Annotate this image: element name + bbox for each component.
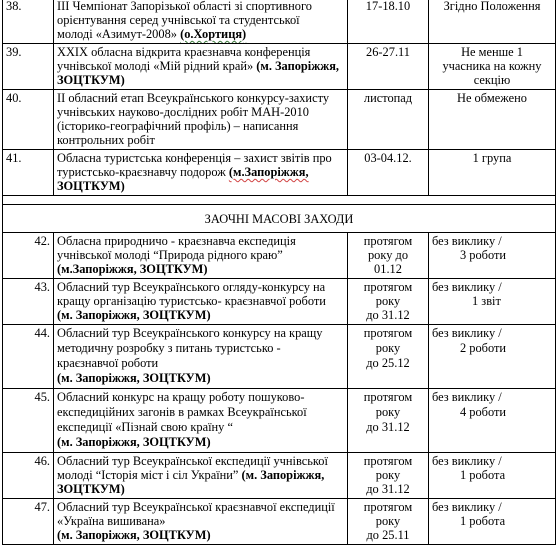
event-description: Обласний тур Всеукраїнської краєзнавчої експедиції «Україна вишивана» (м. Запоріжжя, ЗОЦТКУМ) bbox=[54, 499, 348, 545]
event-description: ІІ обласний етап Всеукраїнського конкурсу-захисту учнівських науково-дослідних робіт МАН-2010 (історико-географічний профіль) – написання контрольних робіт bbox=[54, 90, 348, 150]
row-number: 43. bbox=[3, 279, 54, 325]
event-location: (о.Хортиця) bbox=[180, 27, 247, 41]
event-description: Обласна природничо - краєзнавча експедиція учнівської молоді “Природа рідного краю” (м.Запоріжжя, ЗОЦТКУМ) bbox=[54, 233, 348, 279]
event-description: III Чемпіонат Запорізької області зі спортивного орієнтування серед учнівської та студентської молоді «Азимут-2008» (о.Хортиця) bbox=[54, 0, 348, 44]
event-date: 03-04.12. bbox=[348, 150, 429, 196]
table-row bbox=[3, 279, 556, 325]
event-location: (м.Запоріжжя, bbox=[228, 165, 309, 179]
event-participants: Не менше 1 учасника на кожну секцію bbox=[429, 44, 556, 90]
event-date: протягом року до 31.12 bbox=[348, 389, 429, 453]
events-table bbox=[2, 0, 556, 545]
row-number: 40. bbox=[3, 90, 54, 150]
table-row bbox=[3, 499, 556, 545]
table-row bbox=[3, 233, 556, 279]
event-location: (м. Запоріжжя, ЗОЦТКУМ) bbox=[57, 59, 340, 87]
row-number: 38. bbox=[3, 0, 54, 44]
event-date: протягом року до 25.11 bbox=[348, 499, 429, 545]
event-location: (м. Запоріжжя, ЗОЦТКУМ) bbox=[57, 435, 211, 449]
row-number: 47. bbox=[3, 499, 54, 545]
event-participants: 1 група bbox=[429, 150, 556, 196]
event-date: протягом року до 31.12 bbox=[348, 453, 429, 499]
event-location: (м.Запоріжжя, ЗОЦТКУМ) bbox=[57, 262, 208, 276]
row-number: 42. bbox=[3, 233, 54, 279]
table-row bbox=[3, 90, 556, 150]
event-description: Обласний конкурс на кращу роботу пошуково- експедиційних загонів в рамках Всеукраїнської експедиції «Пізнай свою країну “ (м. Запоріжжя, ЗОЦТКУМ) bbox=[54, 389, 348, 453]
event-location: (м. Запоріжжя, ЗОЦТКУМ) bbox=[57, 308, 211, 322]
event-date: 17-18.10 bbox=[348, 0, 429, 44]
event-date: протягом року до 01.12 bbox=[348, 233, 429, 279]
table-row bbox=[3, 325, 556, 389]
event-description: Обласний тур Всеукраїнського огляду-конкурсу на кращу організацію туристсько- краєзнавчої роботи (м. Запоріжжя, ЗОЦТКУМ) bbox=[54, 279, 348, 325]
event-date: протягом року до 31.12 bbox=[348, 279, 429, 325]
event-date: протягом року до 25.12 bbox=[348, 325, 429, 389]
event-location: (м. Запоріжжя, bbox=[241, 468, 325, 482]
event-participants: без виклику / 3 роботи bbox=[429, 233, 556, 279]
row-number: 41. bbox=[3, 150, 54, 196]
event-participants: без виклику / 2 роботи bbox=[429, 325, 556, 389]
event-participants: Не обмежено bbox=[429, 90, 556, 150]
event-participants: Згідно Положення bbox=[429, 0, 556, 44]
event-date: листопад bbox=[348, 90, 429, 150]
table-row bbox=[3, 389, 556, 453]
event-participants: без виклику / 4 роботи bbox=[429, 389, 556, 453]
row-number: 46. bbox=[3, 453, 54, 499]
event-participants: без виклику / 1 робота bbox=[429, 453, 556, 499]
table-row bbox=[3, 44, 556, 90]
event-description: Обласна туристська конференція – захист звітів про туристсько-краєзнавчу подорож (м.Запоріжжя, ЗОЦТКУМ) bbox=[54, 150, 348, 196]
event-date: 26-27.11 bbox=[348, 44, 429, 90]
event-description: Обласний тур Всеукраїнської експедиції учнівської молоді “Історія міст і сіл України” (м. Запоріжжя, ЗОЦТКУМ) bbox=[54, 453, 348, 499]
event-location: (м. Запоріжжя, ЗОЦТКУМ) bbox=[57, 371, 211, 385]
table-row bbox=[3, 150, 556, 196]
event-participants: без виклику / 1 звіт bbox=[429, 279, 556, 325]
spacer-row bbox=[3, 196, 556, 205]
event-description: Обласний тур Всеукраїнського конкурсу на кращу методичну розробку з питань туристсько - краєзнавчої роботи (м. Запоріжжя, ЗОЦТКУМ) bbox=[54, 325, 348, 389]
row-number: 45. bbox=[3, 389, 54, 453]
event-description: XXIX обласна відкрита краєзнавча конференція учнівської молоді «Мій рідний край» (м. Запоріжжя, ЗОЦТКУМ) bbox=[54, 44, 348, 90]
event-location: (м. Запоріжжя, ЗОЦТКУМ) bbox=[57, 528, 211, 542]
section-header-row bbox=[3, 205, 556, 233]
row-number: 39. bbox=[3, 44, 54, 90]
event-participants: без виклику / 1 робота bbox=[429, 499, 556, 545]
table-row bbox=[3, 453, 556, 499]
section-title: ЗАОЧНІ МАСОВІ ЗАХОДИ bbox=[3, 205, 556, 233]
table-row bbox=[3, 0, 556, 44]
row-number: 44. bbox=[3, 325, 54, 389]
